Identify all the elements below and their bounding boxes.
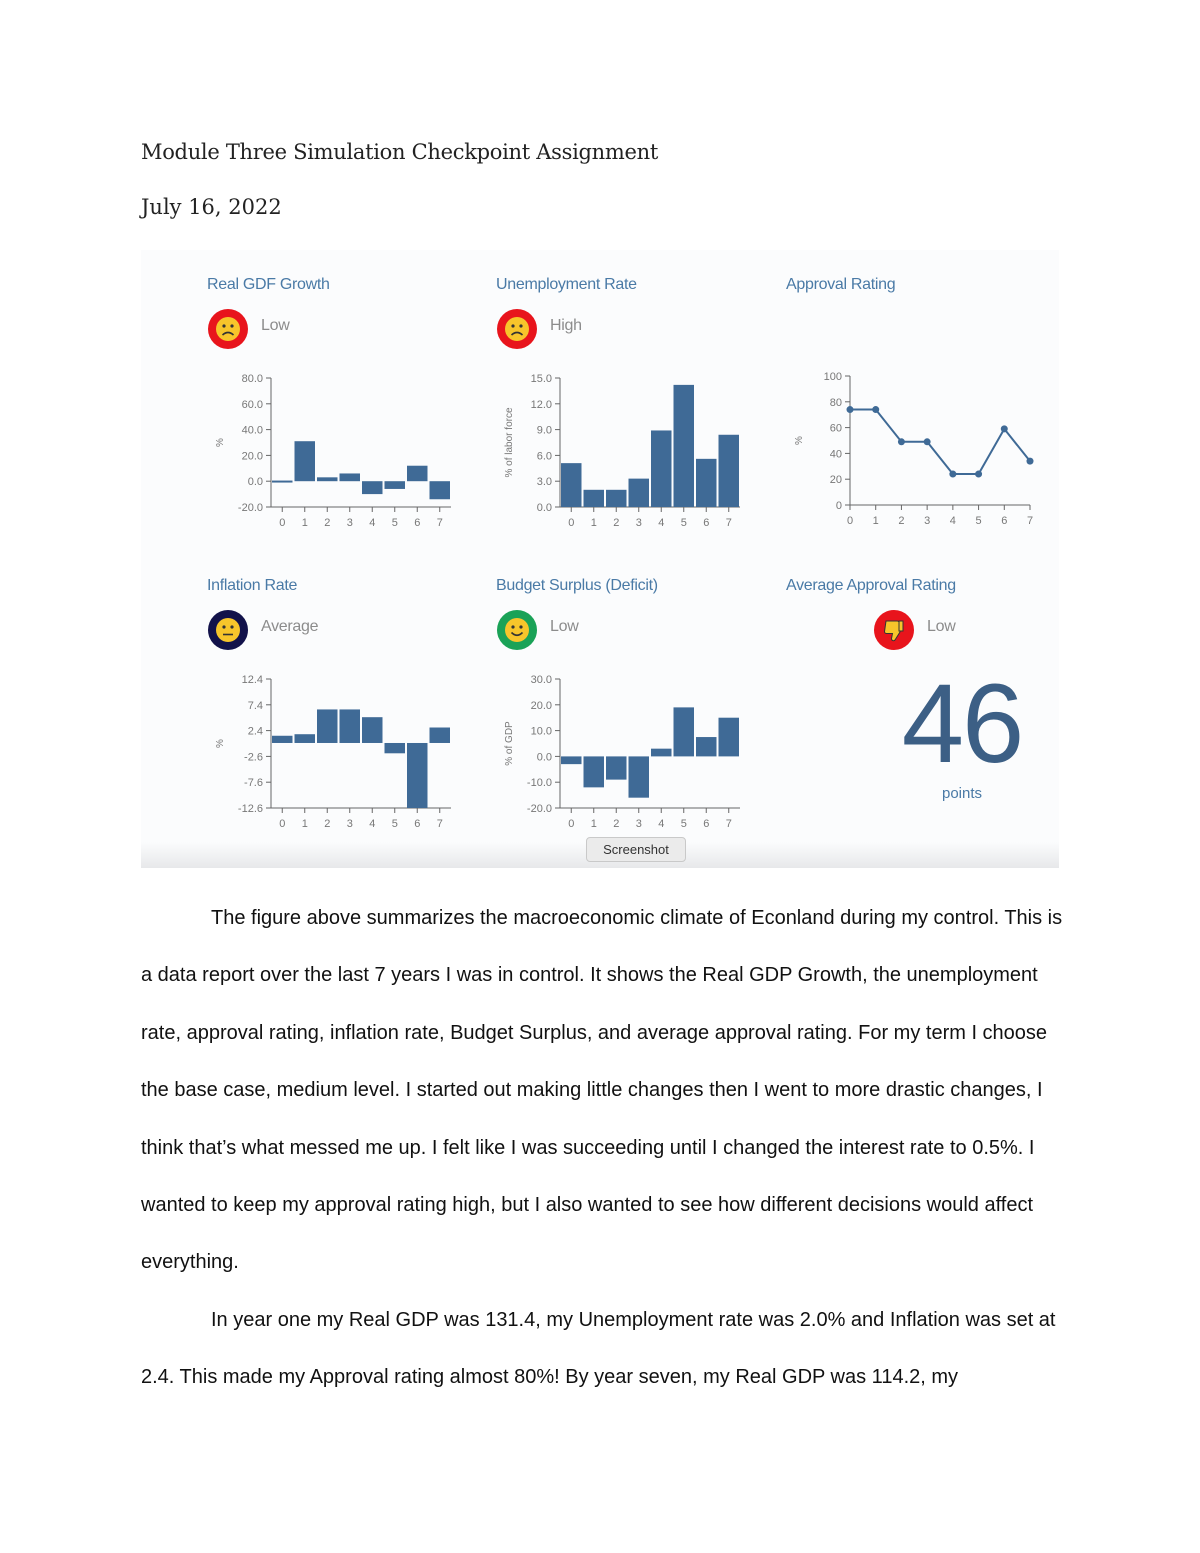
panel-unemployment [496, 250, 786, 550]
x-tick-label: 4 [658, 818, 665, 830]
average-approval-value: 46 [901, 661, 1023, 786]
y-tick-label: 0.0 [536, 502, 552, 514]
smile-face-icon [496, 609, 538, 651]
panel-title: Budget Surplus (Deficit) [496, 577, 658, 594]
y-tick-label: 40.0 [241, 424, 263, 437]
x-tick-label: 5 [391, 818, 398, 830]
y-tick-label: 60 [829, 422, 842, 435]
bar [340, 473, 361, 481]
unemployment-chart [496, 362, 786, 537]
x-tick-label: 2 [613, 818, 620, 830]
x-tick-label: 1 [590, 517, 597, 529]
y-tick-label: 0.0 [247, 476, 263, 489]
document-title: Module Three Simulation Checkpoint Assignment [141, 140, 658, 164]
y-tick-label: 3.0 [536, 476, 552, 489]
x-tick-label: 1 [301, 818, 308, 830]
body-text [141, 890, 1066, 1407]
bar [317, 709, 338, 743]
x-tick-label: 1 [301, 517, 308, 529]
bar [385, 743, 406, 753]
bar [561, 463, 582, 507]
y-tick-label: 100 [823, 371, 842, 383]
data-point [847, 406, 854, 413]
x-tick-label: 3 [924, 515, 931, 527]
panel-title: Approval Rating [786, 276, 896, 293]
bar [407, 743, 428, 808]
bar [407, 466, 428, 481]
x-tick-label: 3 [635, 517, 642, 529]
x-tick-label: 6 [1001, 515, 1008, 527]
bar [584, 756, 605, 787]
status-text: Low [550, 618, 579, 635]
panel-gdp [207, 250, 497, 550]
data-point [1027, 458, 1034, 465]
bar [295, 734, 316, 743]
y-tick-label: 40 [829, 448, 842, 461]
y-tick-label: 7.4 [247, 699, 263, 712]
series-line [850, 410, 1030, 475]
y-tick-label: 80.0 [241, 373, 263, 385]
bar [362, 717, 383, 743]
neutral-face-icon [207, 609, 249, 651]
bar [584, 490, 605, 507]
sad-face-icon [496, 308, 538, 350]
y-tick-label: -12.6 [237, 803, 263, 815]
x-tick-label: 7 [725, 818, 732, 830]
panel-title: Average Approval Rating [786, 577, 956, 594]
y-tick-label: 2.4 [247, 725, 263, 738]
data-point [1001, 425, 1008, 432]
x-tick-label: 5 [680, 818, 687, 830]
data-point [872, 406, 879, 413]
y-tick-label: 20.0 [241, 450, 263, 463]
panel-title: Inflation Rate [207, 577, 298, 594]
x-tick-label: 3 [346, 517, 353, 529]
x-tick-label: 0 [568, 517, 575, 529]
y-tick-label: 9.0 [536, 424, 552, 437]
y-axis-label: % of labor force [504, 407, 515, 478]
y-tick-label: -20.0 [526, 803, 552, 815]
approval-chart [786, 360, 1059, 535]
bar [362, 481, 383, 494]
bar [272, 736, 293, 743]
y-tick-label: 60.0 [241, 398, 263, 411]
x-tick-label: 6 [414, 517, 421, 529]
panel-inflation [207, 551, 497, 851]
y-axis-label: % [215, 438, 226, 447]
status-text: Low [927, 618, 956, 635]
bar [719, 435, 740, 507]
x-tick-label: 4 [949, 515, 956, 527]
bar [272, 481, 293, 483]
bar [651, 749, 672, 757]
panel-title: Unemployment Rate [496, 276, 637, 293]
y-tick-label: 15.0 [530, 373, 552, 385]
gdp-chart [207, 362, 497, 537]
y-tick-label: 20.0 [530, 699, 552, 712]
y-tick-label: -7.6 [244, 777, 263, 790]
status-text: High [550, 317, 582, 334]
bar [606, 490, 627, 507]
x-tick-label: 7 [1026, 515, 1034, 527]
bar [340, 709, 361, 743]
bar [719, 718, 740, 757]
bar [430, 481, 451, 499]
paragraph-1: The figure above summarizes the macroeconomic climate of Econland during my control. This is a data report over the last 7 years I was in control. It shows the Real GDP Growth, the unemployment rate, approval rating, inflation rate, Budget Surplus, and average approval rating. For my term I choose the base case, medium level. I started out making little changes then I went to more drastic changes, I think that’s what messed me up. I felt like I was succeeding until I changed the interest rate to 0.5%. I wanted to keep my approval rating high, but I also wanted to see how different decisions would affect everything. [141, 907, 1063, 1274]
x-tick-label: 1 [590, 818, 597, 830]
panel-budget [496, 551, 786, 851]
x-tick-label: 0 [279, 517, 286, 529]
y-tick-label: 6.0 [536, 450, 552, 463]
y-tick-label: -20.0 [237, 502, 263, 514]
x-tick-label: 6 [414, 818, 421, 830]
x-tick-label: 2 [324, 818, 331, 830]
y-tick-label: 80 [829, 396, 842, 409]
x-tick-label: 2 [324, 517, 331, 529]
average-approval-unit: points [941, 785, 983, 802]
thumbs-down-icon [873, 609, 915, 651]
x-tick-label: 5 [680, 517, 687, 529]
y-tick-label: 0.0 [536, 751, 552, 764]
sad-face-icon [207, 308, 249, 350]
bar [561, 756, 582, 764]
data-point [949, 471, 956, 478]
y-axis-label: % of GDP [504, 721, 515, 766]
y-tick-label: 12.0 [530, 398, 552, 411]
x-tick-label: 5 [391, 517, 398, 529]
budget-chart [496, 663, 786, 838]
bar [317, 477, 338, 481]
screenshot-button[interactable]: Screenshot [586, 837, 686, 862]
x-tick-label: 0 [568, 818, 575, 830]
x-tick-label: 4 [658, 517, 665, 529]
x-tick-label: 1 [872, 515, 879, 527]
x-tick-label: 6 [703, 517, 710, 529]
y-tick-label: 30.0 [530, 674, 552, 686]
status-text: Low [261, 317, 290, 334]
x-tick-label: 2 [898, 515, 905, 527]
bar [651, 430, 672, 507]
y-tick-label: 10.0 [530, 725, 552, 738]
data-point [898, 438, 905, 445]
bar [696, 459, 717, 507]
x-tick-label: 7 [436, 517, 443, 529]
panel-approval [786, 250, 1059, 550]
x-tick-label: 5 [975, 515, 982, 527]
bar [385, 481, 406, 489]
bar [674, 707, 695, 756]
x-tick-label: 3 [346, 818, 353, 830]
y-axis-label: % [794, 436, 805, 445]
bar [696, 737, 717, 756]
y-tick-label: 20 [829, 474, 842, 487]
status-text: Average [261, 618, 319, 635]
x-tick-label: 4 [369, 818, 376, 830]
bar [430, 728, 451, 743]
x-tick-label: 7 [436, 818, 443, 830]
data-point [924, 438, 931, 445]
x-tick-label: 6 [703, 818, 710, 830]
dashboard-figure [141, 250, 1059, 868]
data-point [975, 471, 982, 478]
bar [295, 441, 316, 481]
x-tick-label: 0 [846, 515, 854, 527]
bar [629, 479, 650, 507]
y-tick-label: 12.4 [241, 674, 263, 686]
panel-title: Real GDF Growth [207, 276, 330, 293]
y-tick-label: -10.0 [526, 777, 552, 790]
paragraph-2: In year one my Real GDP was 131.4, my Unemployment rate was 2.0% and Inflation was set at 2.4. This made my Approval rating almost 80%! By year seven, my Real GDP was 114.2, my [141, 1308, 1056, 1389]
x-tick-label: 4 [369, 517, 376, 529]
x-tick-label: 3 [635, 818, 642, 830]
bar [606, 756, 627, 779]
y-tick-label: 0 [835, 500, 842, 512]
x-tick-label: 7 [725, 517, 732, 529]
inflation-chart [207, 663, 497, 838]
document-date: July 16, 2022 [141, 195, 282, 219]
x-tick-label: 0 [279, 818, 286, 830]
bar [674, 385, 695, 507]
x-tick-label: 2 [613, 517, 620, 529]
bar [629, 756, 650, 797]
y-tick-label: -2.6 [244, 751, 263, 764]
y-axis-label: % [215, 739, 226, 748]
